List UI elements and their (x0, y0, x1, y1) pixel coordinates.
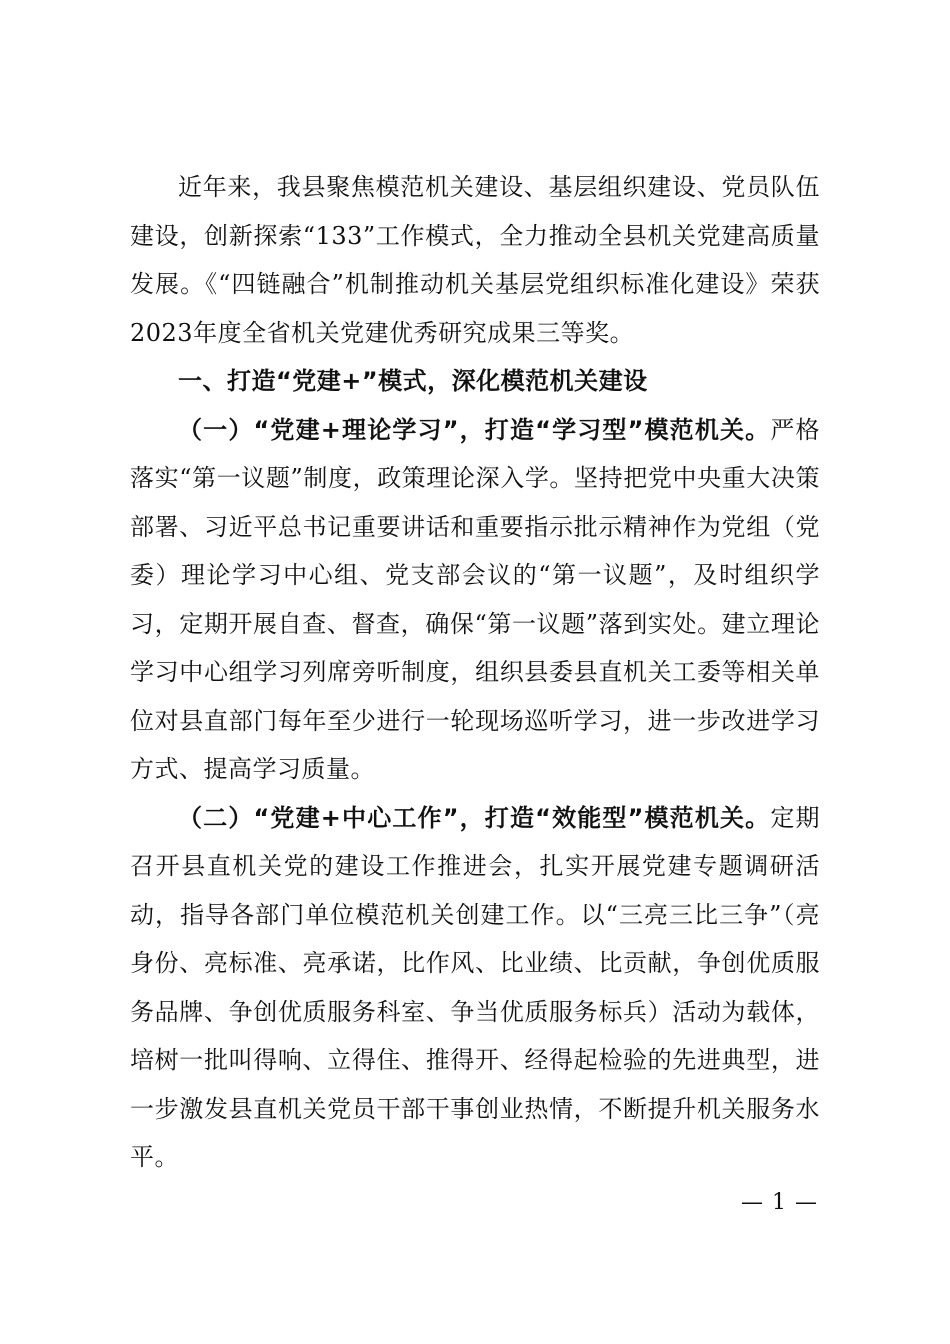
section-heading-1: 一、打造“党建+”模式，深化模范机关建设 (178, 367, 648, 395)
item-2-lead: （二）“党建+中心工作”，打造“效能型”模范机关。 (178, 803, 771, 832)
item-1-body: 严格落实“第一议题”制度，政策理论深入学。坚持把党中央重大决策部署、习近平总书记重要讲话和重要指示批示精神作为党组（党委）理论学习中心组、党支部会议的“第一议题”，及时组织学习，定期开展自查、督查，确保“第一议题”落到实处。建立理论学习中心组学习列席旁听制度，组织县委县直机关工委等相关单位对县直部门每年至少进行一轮现场巡听学习，进一步改进学习方式、提高学习质量。 (130, 415, 821, 783)
item-2-body: 定期召开县直机关党的建设工作推进会，扎实开展党建专题调研活动，指导各部门单位模范机关创建工作。以“三亮三比三争”（亮身份、亮标准、亮承诺，比作风、比业绩、比贡献，争创优质服务品牌、争创优质服务科室、争当优质服务标兵）活动为载体，培树一批叫得响、立得住、推得开、经得起检验的先进典型，进一步激发县直机关党员干部干事创业热情，不断提升机关服务水平。 (130, 803, 821, 1171)
intro-paragraph: 近年来，我县聚焦模范机关建设、基层组织建设、党员队伍建设，创新探索“133”工作模式，全力推动全县机关党建高质量发展。《“四链融合”机制推动机关基层党组织标准化建设》荣获2023年度全省机关党建优秀研究成果三等奖。 (130, 173, 820, 347)
document-body (130, 163, 820, 1182)
item-2-paragraph (130, 794, 820, 1182)
item-1-paragraph (130, 406, 820, 794)
item-1-lead: （一）“党建+理论学习”，打造“学习型”模范机关。 (178, 415, 771, 444)
page-number: — 1 — (741, 1190, 818, 1215)
